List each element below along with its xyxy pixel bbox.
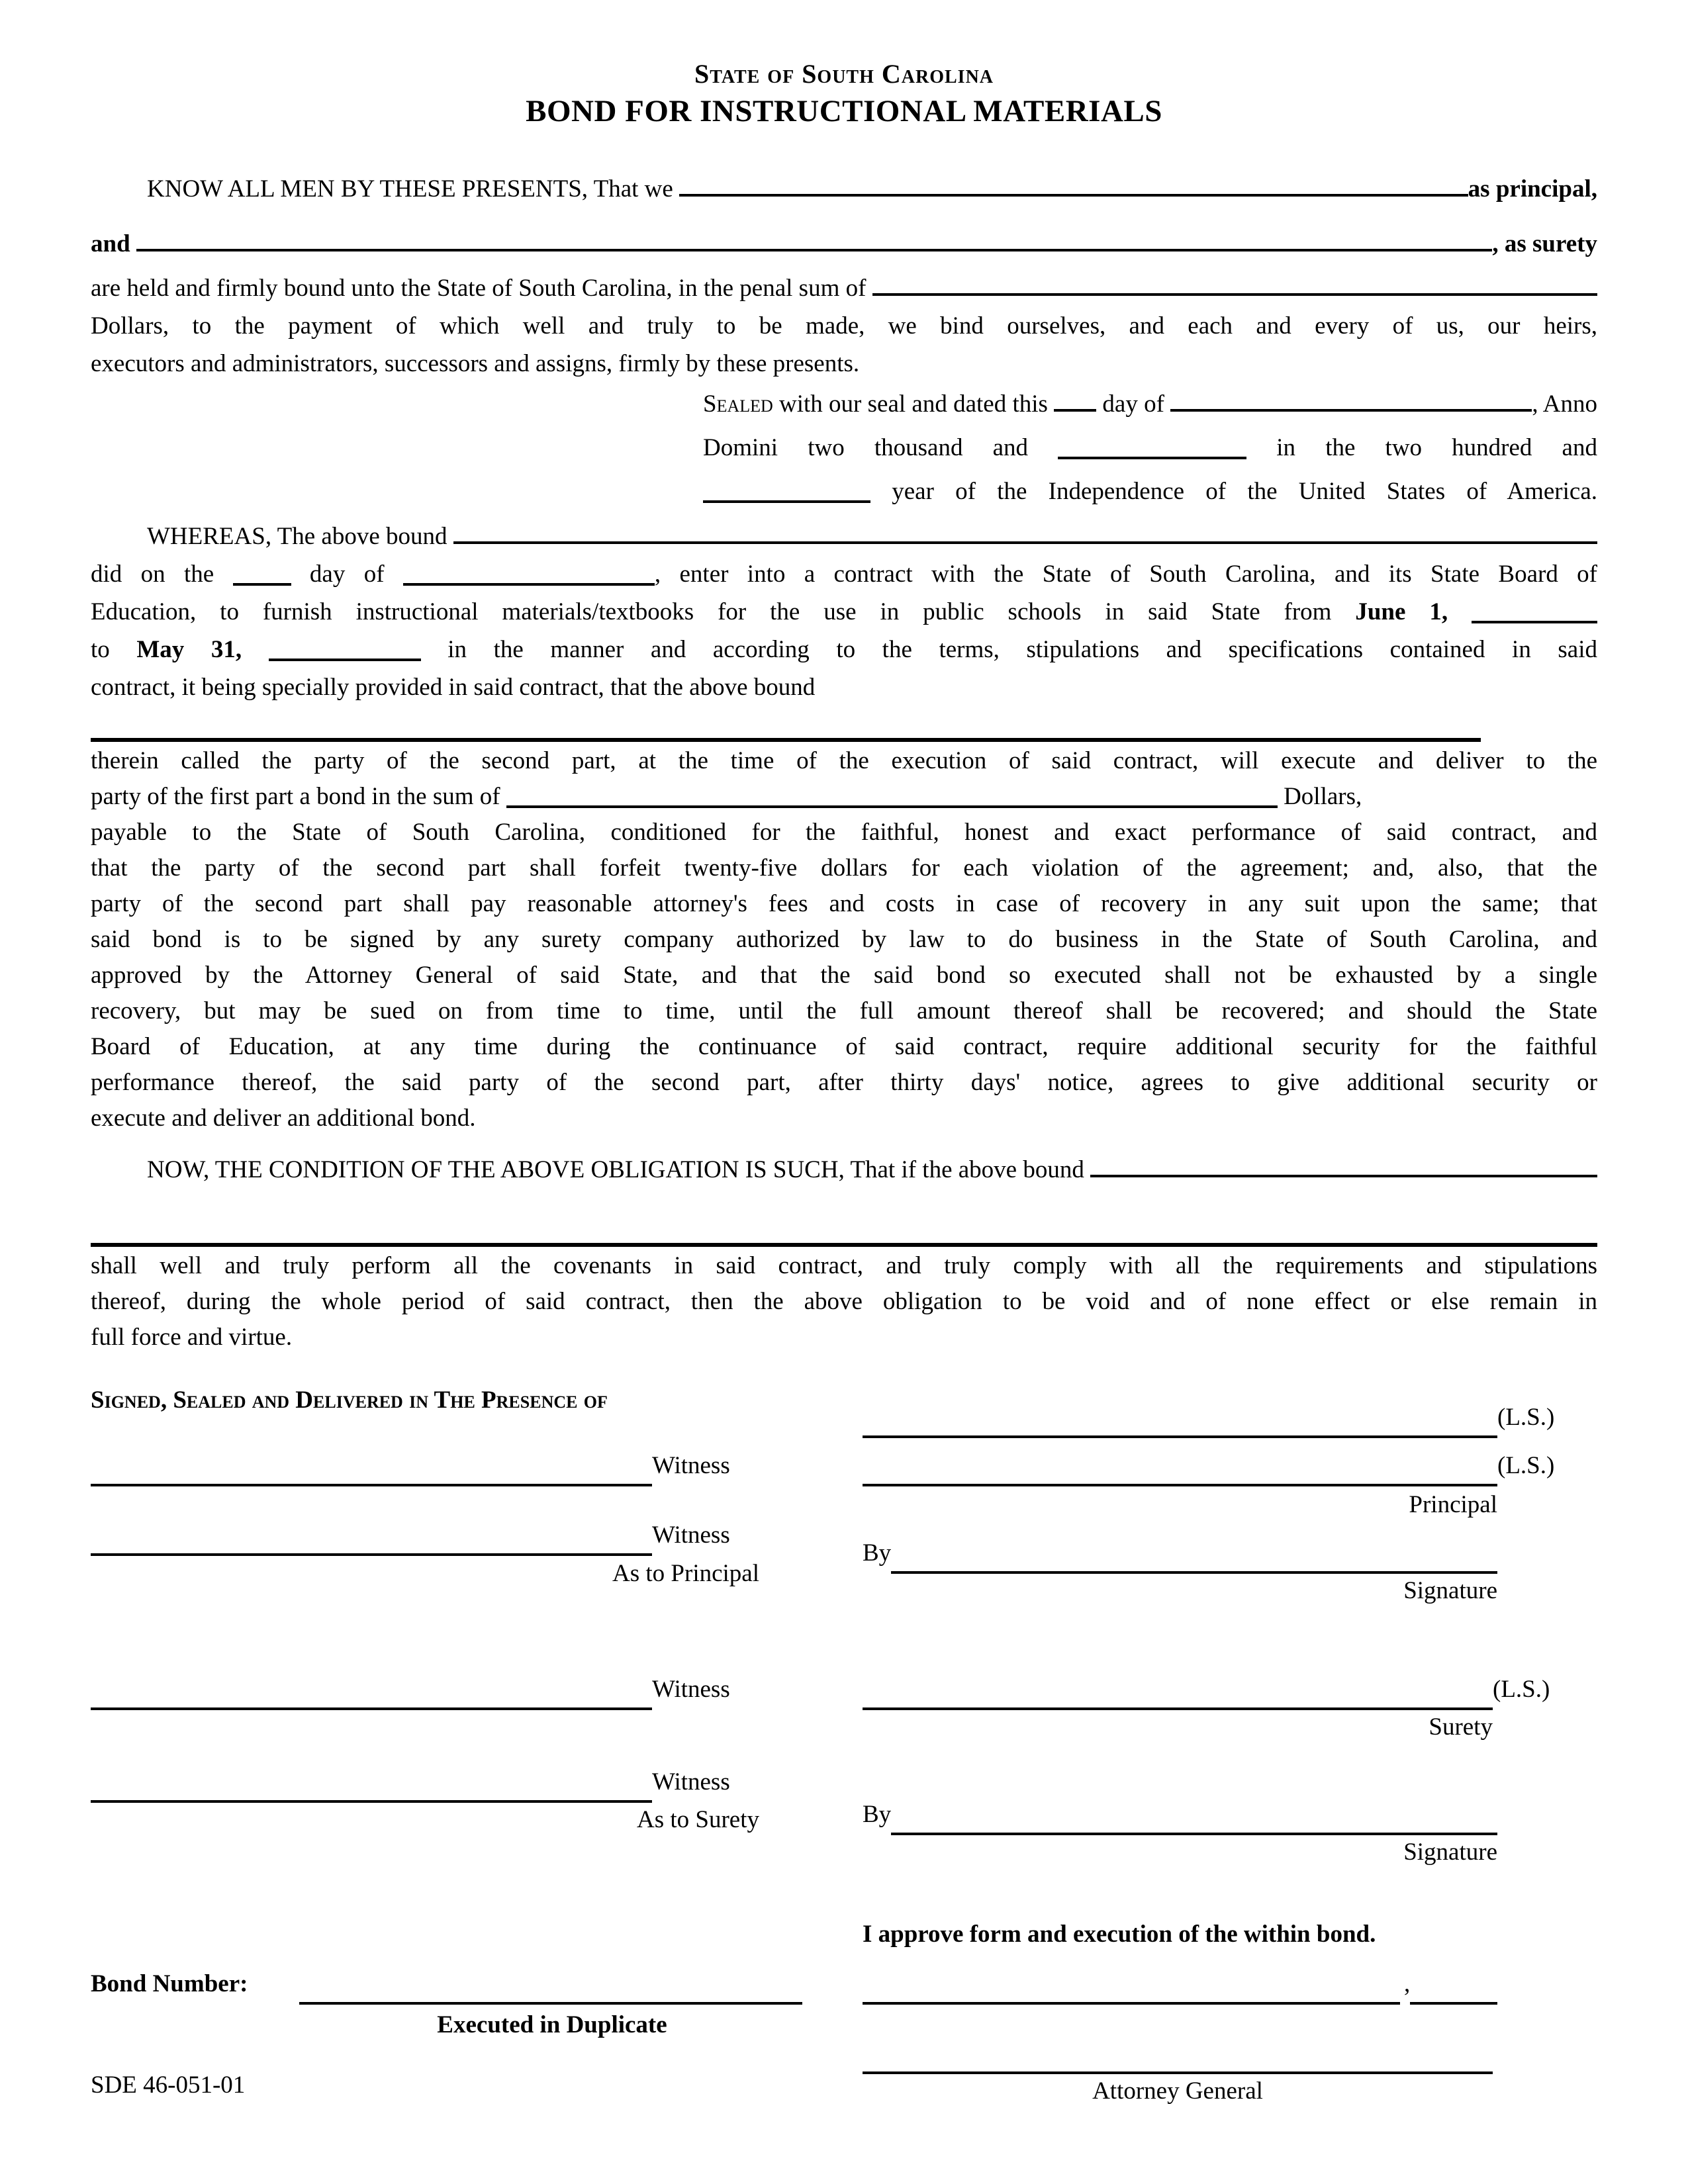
ls-label: (L.S.) — [1497, 1452, 1555, 1479]
text-run: , Anno — [1532, 390, 1597, 418]
text-run: Education, to furnish instructional materials/textbooks for the use in public schools in said State from — [91, 598, 1356, 625]
by-label: By — [863, 1539, 892, 1567]
principal-signature-blank-1[interactable] — [863, 1435, 1497, 1438]
blank-field[interactable] — [1058, 430, 1246, 459]
text-run: recovery, but may be sued on from time to time, until the full amount thereof shall be recovered; and should the State — [91, 997, 1597, 1024]
blank-field[interactable] — [1054, 383, 1096, 412]
blank-field[interactable] — [1170, 383, 1532, 412]
form-line — [91, 593, 1597, 631]
blank-field[interactable] — [136, 222, 1492, 251]
form-line — [91, 922, 1597, 958]
as-to-surety-caption: As to Surety — [637, 1806, 759, 1833]
ls-label: (L.S.) — [1497, 1404, 1555, 1431]
form-line — [91, 1101, 1597, 1136]
form-line — [91, 267, 1597, 307]
witness-label: Witness — [652, 1676, 730, 1703]
form-line — [703, 426, 1597, 470]
text-run: in the two hundred and — [1246, 434, 1597, 461]
obligation-write-in-line[interactable] — [91, 1243, 1597, 1247]
text-run: Dollars, to the payment of which well and truly to be made, we bind ourselves, and each and every of us, our heirs, — [91, 312, 1597, 340]
form-line — [91, 307, 1597, 345]
surety-caption: Surety — [1429, 1713, 1493, 1741]
state-title: State of South Carolina — [694, 59, 994, 89]
form-line — [703, 470, 1597, 514]
form-line — [91, 1065, 1597, 1101]
witness-row-2 — [91, 1524, 730, 1556]
principal-caption: Principal — [1409, 1491, 1497, 1518]
form-line — [703, 383, 1597, 426]
text-run — [242, 636, 269, 663]
text-run: year of the Independence of the United States of America. — [870, 478, 1597, 505]
text-run: did on the — [91, 561, 233, 588]
text-run: to — [91, 636, 137, 663]
witness-blank-3[interactable] — [91, 1707, 652, 1710]
text-run: full force and virtue. — [91, 1324, 293, 1351]
witness-label: Witness — [652, 1452, 730, 1479]
text-run: and — [91, 230, 136, 257]
form-line — [91, 815, 1597, 850]
comma-separator: , — [1404, 1970, 1411, 1997]
text-run: therein called the party of the second part, at the time of the execution of said contract, will execute and deliver to the — [91, 747, 1597, 774]
form-line — [91, 222, 1597, 263]
blank-field[interactable] — [233, 557, 291, 586]
bond-number-label: Bond Number: — [91, 1970, 248, 1997]
form-line — [91, 668, 1597, 706]
form-line — [91, 743, 1597, 779]
text-run: day of — [1096, 390, 1171, 418]
blank-field[interactable] — [1472, 594, 1597, 623]
text-run: Dollars, — [1277, 783, 1362, 810]
text-run — [1448, 598, 1472, 625]
form-number: SDE 46-051-01 — [91, 2071, 246, 2099]
witness-row-4 — [91, 1768, 730, 1803]
page-title: BOND FOR INSTRUCTIONAL MATERIALS — [526, 94, 1162, 128]
witness-blank-1[interactable] — [91, 1484, 652, 1486]
opening-paragraph — [91, 167, 1597, 383]
principal-signature-blank-2[interactable] — [863, 1484, 1497, 1486]
text-run: WHEREAS, The above bound — [147, 523, 453, 550]
signature-caption: Signature — [1403, 1839, 1497, 1866]
attorney-general-signature-blank[interactable] — [863, 2071, 1493, 2074]
form-line — [91, 1029, 1597, 1065]
approval-date-row — [863, 1970, 1497, 2005]
text-run: executors and administrators, successors and assigns, firmly by these presents. — [91, 350, 860, 377]
text-run: in the manner and according to the terms, stipulations and specifications contained in said — [420, 636, 1597, 663]
text-run: performance thereof, the said party of the second part, after thirty days' notice, agrees to give additional security or — [91, 1069, 1597, 1096]
witness-blank-2[interactable] — [91, 1553, 652, 1556]
blank-field[interactable] — [453, 515, 1597, 544]
blank-field[interactable] — [403, 557, 655, 586]
approval-statement: I approve form and execution of the within bond. — [863, 1921, 1376, 1948]
form-line — [91, 886, 1597, 922]
text-run: with our seal and dated this — [773, 390, 1055, 418]
executed-in-duplicate-caption: Executed in Duplicate — [437, 2011, 667, 2038]
form-line — [91, 958, 1597, 993]
form-line — [91, 515, 1597, 555]
text-run: KNOW ALL MEN BY THESE PRESENTS, That we — [147, 175, 680, 203]
text-run: that the party of the second part shall forfeit twenty-five dollars for each violation of the agreement; and, also, that the — [91, 854, 1597, 882]
form-line — [91, 1320, 1597, 1355]
signature-section — [91, 1381, 1597, 2184]
principal-by-signature-blank[interactable] — [891, 1571, 1497, 1574]
form-line — [91, 1284, 1597, 1320]
witness-blank-4[interactable] — [91, 1800, 652, 1803]
blank-field[interactable] — [872, 267, 1597, 296]
form-line — [91, 631, 1597, 668]
blank-field[interactable] — [269, 632, 421, 661]
text-run: Board of Education, at any time during the continuance of said contract, require additional security for the faithful — [91, 1033, 1597, 1060]
form-line — [91, 555, 1597, 593]
bond-number-row — [91, 1970, 802, 2005]
text-run: as principal, — [1468, 175, 1597, 203]
blank-field[interactable] — [1090, 1148, 1597, 1177]
text-run: are held and firmly bound unto the State of South Carolina, in the penal sum of — [91, 275, 872, 302]
witness-label: Witness — [652, 1768, 730, 1796]
surety-seal-row — [863, 1678, 1550, 1710]
whereas-paragraph — [91, 515, 1597, 706]
bound-party-write-in-line[interactable] — [91, 738, 1481, 742]
principal-by-row — [863, 1539, 1497, 1574]
text-run: payable to the State of South Carolina, conditioned for the faithful, honest and exact performance of said contract, and — [91, 819, 1597, 846]
principal-seal-row-2 — [863, 1452, 1555, 1486]
blank-field[interactable] — [506, 779, 1278, 808]
text-run: , enter into a contract with the State of South Carolina, and its State Board of — [654, 561, 1597, 588]
text-run: Sealed — [703, 390, 773, 418]
form-line — [91, 850, 1597, 886]
witness-row-1 — [91, 1452, 730, 1486]
blank-field[interactable] — [703, 474, 870, 503]
blank-field[interactable] — [679, 167, 1468, 197]
bond-number-blank[interactable] — [299, 2002, 802, 2005]
ls-label: (L.S.) — [1493, 1676, 1550, 1703]
form-line — [91, 1248, 1597, 1284]
form-line — [91, 993, 1597, 1029]
text-run: said bond is to be signed by any surety company authorized by law to do business in the State of South Carolina, and — [91, 926, 1597, 953]
surety-signature-blank[interactable] — [863, 1707, 1493, 1710]
text-run: May 31, — [136, 636, 242, 663]
signature-caption: Signature — [1403, 1577, 1497, 1604]
text-run: NOW, THE CONDITION OF THE ABOVE OBLIGATION IS SUCH, That if the above bound — [147, 1156, 1091, 1183]
approval-date-blank[interactable] — [1410, 2002, 1497, 2005]
surety-by-row — [863, 1803, 1497, 1835]
witness-label: Witness — [652, 1522, 730, 1549]
text-run: Domini two thousand and — [703, 434, 1058, 461]
text-run: shall well and truly perform all the covenants in said contract, and truly comply with all the requirements and stipulations — [91, 1252, 1597, 1279]
closing-paragraph — [91, 1248, 1597, 1355]
by-label: By — [863, 1801, 892, 1828]
text-run: contract, it being specially provided in said contract, that the above bound — [91, 674, 816, 701]
form-header — [91, 0, 1597, 129]
text-run: party of the first part a bond in the sum of — [91, 783, 506, 810]
conditions-paragraph — [91, 743, 1597, 1136]
text-run: party of the second part shall pay reasonable attorney's fees and costs in case of recovery in any suit upon the same; that — [91, 890, 1597, 917]
as-to-principal-caption: As to Principal — [612, 1560, 759, 1587]
surety-by-signature-blank[interactable] — [891, 1833, 1497, 1835]
presence-heading: Signed, Sealed and Delivered in The Presence of — [91, 1387, 608, 1414]
form-line — [91, 345, 1597, 383]
form-line — [91, 1148, 1597, 1189]
approval-signature-blank[interactable] — [863, 2002, 1400, 2005]
attorney-general-caption: Attorney General — [1092, 2077, 1263, 2105]
witness-row-3 — [91, 1678, 730, 1710]
form-line — [91, 167, 1597, 208]
attorney-general-row — [863, 2042, 1493, 2074]
principal-seal-row-1 — [863, 1406, 1554, 1438]
sealed-date-block — [703, 383, 1597, 514]
text-run: , as surety — [1492, 230, 1597, 257]
text-run: approved by the Attorney General of said State, and that the said bond so executed shall not be exhausted by a single — [91, 962, 1597, 989]
text-run: June 1, — [1355, 598, 1448, 625]
text-run: thereof, during the whole period of said contract, then the above obligation to be void and of none effect or else remain in — [91, 1288, 1597, 1315]
text-run: execute and deliver an additional bond. — [91, 1105, 476, 1132]
form-line — [91, 779, 1597, 815]
obligation-clause — [91, 1148, 1597, 1189]
text-run: day of — [291, 561, 403, 588]
